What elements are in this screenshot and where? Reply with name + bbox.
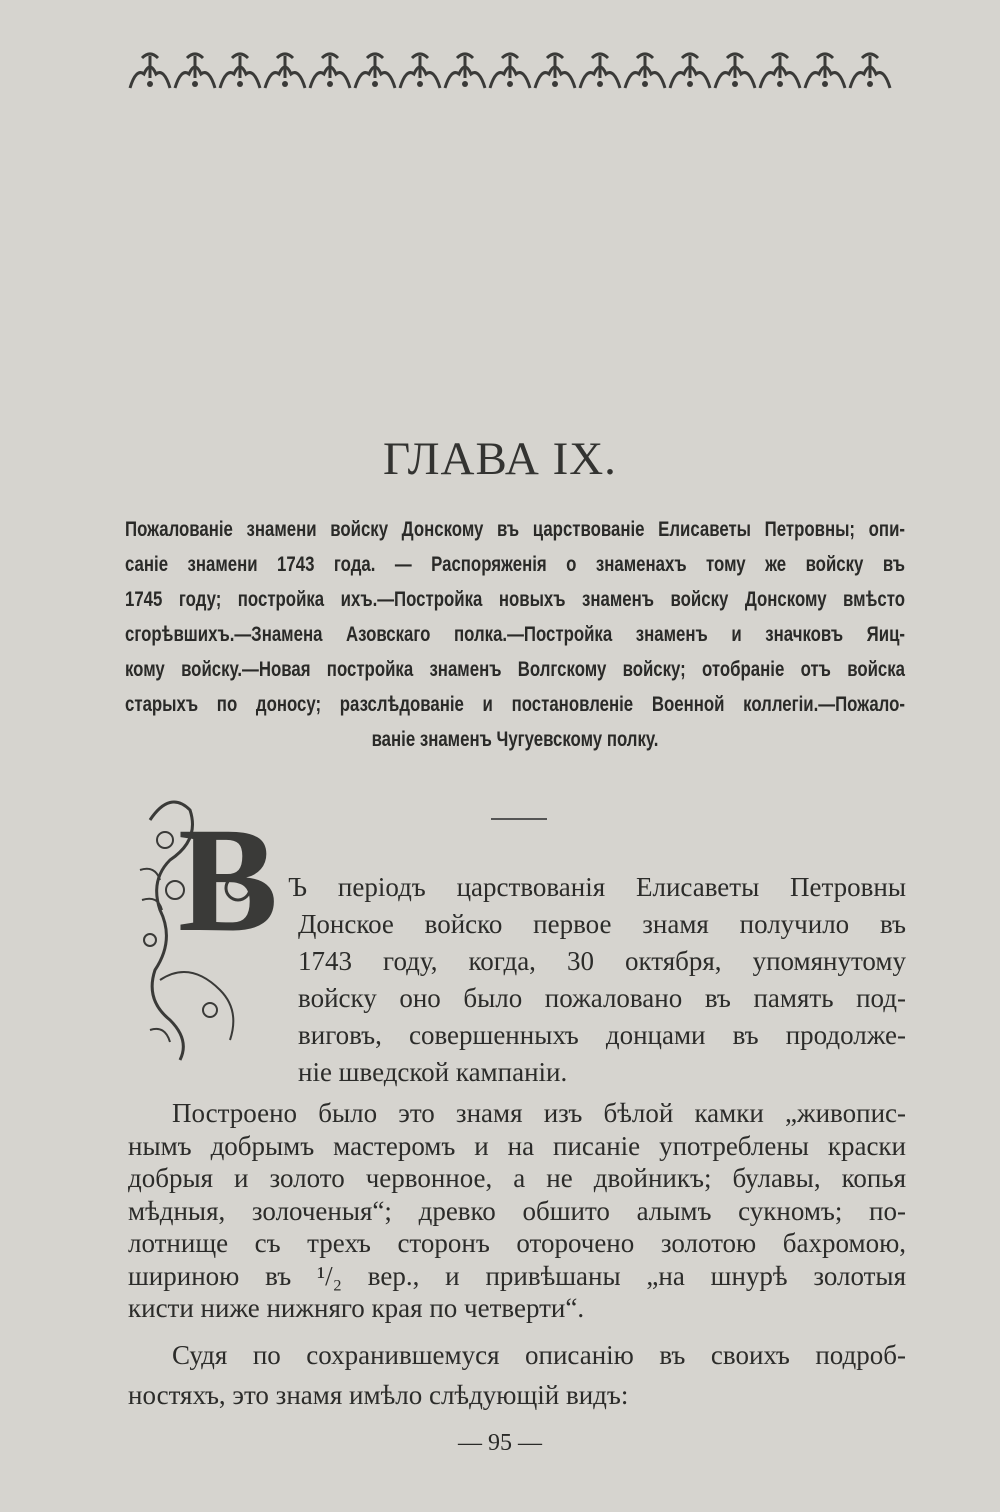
body-line: шириною въ ¹/₂ вер., и привѣшаны „на шнурѣ золотыя [128, 1260, 906, 1291]
body-line: мѣдныя, золоченыя“; древко обшито алымъ сукномъ; по- [128, 1195, 906, 1226]
summary-line: саніе знамени 1743 года. — Распоряженія о знаменахъ тому же войску въ [125, 553, 905, 576]
body-line: Построено было это знамя изъ бѣлой камки „живопис- [172, 1098, 906, 1128]
page-number: — 95 — [458, 1430, 542, 1456]
summary-line: старыхъ по доносу; разслѣдованіе и постановленіе Военной коллегіи.—Пожало- [125, 693, 905, 716]
body-line: Ъ періодъ царствованія Елисаветы Петровны [288, 872, 906, 902]
body-line: Судя по сохранившемуся описанію въ своихъ подроб- [172, 1340, 906, 1370]
summary-line: ваніе знаменъ Чугуевскому полку. [371, 728, 659, 751]
body-line: ностяхъ, это знамя имѣло слѣдующій видъ: [128, 1380, 629, 1410]
body-line: 1743 году, когда, 30 октября, упомянутому [298, 946, 906, 976]
body-line: виговъ, совершенныхъ донцами въ продолже- [298, 1020, 906, 1050]
summary-line: Пожалованіе знамени войску Донскому въ царствованіе Елисаветы Петровны; опи- [125, 518, 905, 541]
body-line: добрыя и золото червонное, а не двойникъ; булавы, копья [128, 1163, 906, 1193]
chapter-summary [125, 512, 905, 757]
body-line: Донское войско первое знамя получило въ [298, 909, 906, 939]
summary-line: 1745 году; постройка ихъ.—Постройка новыхъ знаменъ войску Донскому вмѣсто [125, 588, 905, 611]
body-line: нымъ добрымъ мастеромъ и на писаніе употреблены краски [128, 1130, 906, 1161]
body-line: войску оно было пожаловано въ память под- [298, 983, 906, 1013]
body-line: ніе шведской кампаніи. [298, 1057, 568, 1087]
body-line: кисти ниже нижняго края по четверти“. [128, 1293, 585, 1323]
chapter-title: ГЛАВА IX. [383, 433, 617, 485]
decorated-initial-letter-icon [130, 780, 280, 1070]
section-divider [491, 818, 547, 820]
body-line: лотнище съ трехъ сторонъ оторочено золотою бахромою, [128, 1228, 906, 1258]
summary-line: кому войску.—Новая постройка знаменъ Волгскому войску; отобраніе отъ войска [125, 658, 905, 681]
ornamental-border-icon [128, 48, 900, 96]
summary-line: сгорѣвшихъ.—Знамена Азовскаго полка.—Постройка знаменъ и значковъ Яиц- [125, 623, 905, 646]
initial-letter: В [178, 797, 279, 963]
